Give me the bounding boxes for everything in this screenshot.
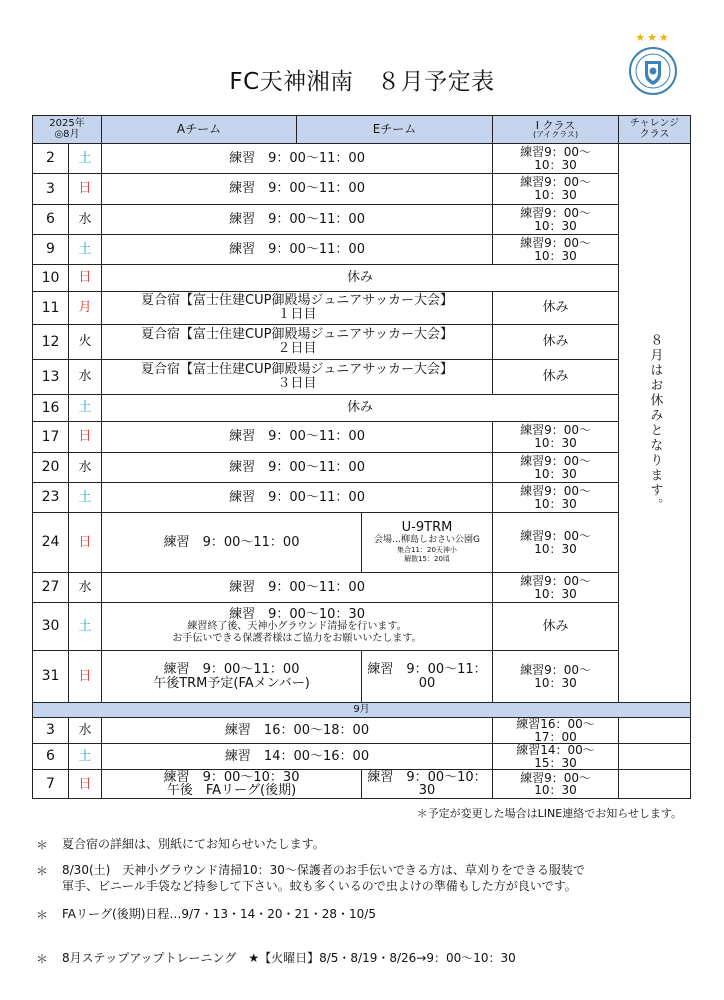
i-class-line: 練習9：00〜 bbox=[520, 144, 591, 159]
camp-cell bbox=[102, 292, 493, 325]
i-class-line: 練習9：00〜 bbox=[520, 662, 591, 677]
header-e-team: Eチーム bbox=[297, 116, 493, 144]
camp-day: ２日目 bbox=[277, 341, 317, 356]
weekday-cell: 水 bbox=[69, 360, 102, 395]
day-cell: 12 bbox=[33, 325, 69, 360]
i-class-cell bbox=[493, 453, 619, 483]
header-challenge-class bbox=[619, 116, 691, 144]
trm-meet: 集合11：20天神小 bbox=[397, 545, 457, 554]
header-month-label: ◎8月 bbox=[54, 128, 80, 140]
team-schedule-cell: 練習 9：00〜11：00 bbox=[102, 573, 493, 603]
header-i-class-sub: (アイクラス) bbox=[532, 130, 579, 140]
day-cell: 3 bbox=[33, 718, 69, 744]
challenge-empty-cell bbox=[619, 770, 691, 799]
i-class-line: 10：30 bbox=[534, 188, 577, 202]
team-schedule-cell: 練習 16：00〜18：00 bbox=[102, 718, 493, 744]
trm-title: U-9TRM bbox=[401, 520, 453, 536]
weekday-cell: 水 bbox=[69, 205, 102, 235]
day-cell: 13 bbox=[33, 360, 69, 395]
cleanup-note: 練習終了後、天神小グラウンド清掃を行います。 bbox=[187, 621, 407, 633]
e-team-cell: 練習 9：00〜10：30 bbox=[362, 770, 493, 799]
team-schedule-cell: 練習 9：00〜11：00 bbox=[102, 235, 493, 265]
i-class-line: 17：00 bbox=[534, 729, 577, 744]
day-cell: 3 bbox=[33, 174, 69, 205]
cleanup-cell bbox=[102, 603, 493, 651]
table-row bbox=[33, 292, 691, 325]
day-cell: 23 bbox=[33, 483, 69, 513]
table-row bbox=[33, 325, 691, 360]
day-cell: 6 bbox=[33, 744, 69, 770]
table-row bbox=[33, 265, 691, 292]
table-row bbox=[33, 770, 691, 799]
table-row bbox=[33, 513, 691, 573]
day-cell: 31 bbox=[33, 651, 69, 703]
table-row bbox=[33, 453, 691, 483]
camp-day: １日目 bbox=[277, 307, 317, 322]
header-month bbox=[33, 116, 102, 144]
i-class-line: 10：30 bbox=[534, 157, 577, 172]
i-class-line: 練習9：00〜 bbox=[520, 453, 591, 468]
weekday-cell: 土 bbox=[69, 235, 102, 265]
rest-day-cell: 休み bbox=[102, 265, 619, 292]
table-row bbox=[33, 718, 691, 744]
trm-venue: 会場…柳島しおさい公園G bbox=[374, 534, 480, 545]
weekday-cell: 水 bbox=[69, 573, 102, 603]
header-challenge-1: チャレンジ bbox=[629, 118, 680, 129]
i-class-cell bbox=[493, 651, 619, 703]
note-mark: ＊ bbox=[36, 952, 49, 966]
header-row bbox=[33, 116, 691, 144]
i-class-cell bbox=[493, 422, 619, 453]
table-row bbox=[33, 651, 691, 703]
i-class-cell bbox=[493, 483, 619, 513]
page-title: FC天神湘南 ８月予定表 bbox=[229, 69, 495, 95]
day-cell: 7 bbox=[33, 770, 69, 799]
weekday-cell: 土 bbox=[69, 144, 102, 174]
i-class-cell bbox=[493, 205, 619, 235]
weekday-cell: 日 bbox=[69, 174, 102, 205]
i-class-line: 10：30 bbox=[534, 586, 577, 601]
challenge-class-note: ８月はお休みとなります。 bbox=[619, 144, 691, 703]
day-cell: 27 bbox=[33, 573, 69, 603]
i-class-line: 練習9：00〜 bbox=[520, 483, 591, 498]
note-text: FAリーグ(後期)日程…9/7・13・14・20・21・28・10/5 bbox=[62, 907, 376, 921]
challenge-empty-cell bbox=[619, 744, 691, 770]
day-cell: 9 bbox=[33, 235, 69, 265]
i-class-line: 10：30 bbox=[534, 436, 577, 450]
day-cell: 30 bbox=[33, 603, 69, 651]
weekday-cell: 水 bbox=[69, 718, 102, 744]
trm-dismiss: 解散15：20頃 bbox=[404, 554, 450, 563]
cleanup-request: お手伝いできる保護者様はご協力をお願いいたします。 bbox=[172, 633, 422, 645]
i-class-cell: 休み bbox=[493, 603, 619, 651]
weekday-cell: 火 bbox=[69, 325, 102, 360]
camp-title: 夏合宿【富士住建CUP御殿場ジュニアサッカー大会】 bbox=[141, 293, 453, 309]
i-class-cell: 休み bbox=[493, 292, 619, 325]
note-mark: ＊ bbox=[36, 864, 49, 878]
weekday-cell: 日 bbox=[69, 770, 102, 799]
a-team-cell bbox=[102, 651, 362, 703]
weekday-cell: 水 bbox=[69, 453, 102, 483]
camp-title: 夏合宿【富士住建CUP御殿場ジュニアサッカー大会】 bbox=[141, 362, 453, 378]
i-class-line: 練習14：00〜 bbox=[516, 743, 595, 758]
table-row bbox=[33, 573, 691, 603]
note-mark: ＊ bbox=[36, 838, 49, 852]
change-notice: ＊予定が変更した場合はLINE連絡でお知らせします。 bbox=[416, 807, 682, 820]
day-cell: 17 bbox=[33, 422, 69, 453]
weekday-cell: 日 bbox=[69, 422, 102, 453]
weekday-cell: 月 bbox=[69, 292, 102, 325]
i-class-cell bbox=[493, 235, 619, 265]
table-row bbox=[33, 205, 691, 235]
i-class-line: 練習9：00〜 bbox=[520, 205, 591, 220]
i-class-line: 練習9：00〜 bbox=[520, 423, 591, 438]
schedule-table bbox=[32, 115, 691, 799]
i-class-cell bbox=[493, 770, 619, 799]
team-schedule-cell: 練習 9：00〜11：00 bbox=[102, 422, 493, 453]
a-team-practice: 練習 9：00〜10：30 bbox=[163, 769, 300, 785]
header-challenge-2: クラス bbox=[639, 128, 670, 140]
note-text: 軍手、ビニール手袋など持参して下さい。蚊も多くいるので虫よけの準備もした方が良いです。 bbox=[62, 879, 577, 893]
i-class-cell bbox=[493, 573, 619, 603]
challenge-empty-cell bbox=[619, 718, 691, 744]
i-class-line: 練習9：00〜 bbox=[520, 175, 591, 190]
day-cell: 24 bbox=[33, 513, 69, 573]
i-class-line: 練習9：00〜 bbox=[520, 235, 591, 250]
table-row bbox=[33, 744, 691, 770]
e-team-cell: 練習 9：00〜11：00 bbox=[362, 651, 493, 703]
weekday-cell: 日 bbox=[69, 265, 102, 292]
camp-cell bbox=[102, 360, 493, 395]
note-mark: ＊ bbox=[36, 908, 49, 922]
team-schedule-cell: 練習 9：00〜11：00 bbox=[102, 453, 493, 483]
table-row bbox=[33, 235, 691, 265]
emblem-stars: ★★★ bbox=[635, 31, 671, 44]
i-class-cell bbox=[493, 513, 619, 573]
i-class-line: 10：30 bbox=[534, 541, 577, 556]
header-i-class bbox=[493, 116, 619, 144]
team-schedule-cell: 練習 9：00〜11：00 bbox=[102, 144, 493, 174]
i-class-cell bbox=[493, 744, 619, 770]
day-cell: 10 bbox=[33, 265, 69, 292]
a-team-cell bbox=[102, 770, 362, 799]
a-team-practice: 練習 9：00〜11：00 bbox=[163, 661, 300, 677]
note-text: 8/30(土) 天神小グラウンド清掃10：30〜保護者のお手伝いできる方は、草刈りをできる服装で bbox=[62, 863, 585, 877]
a-team-cell: 練習 9：00〜11：00 bbox=[102, 513, 362, 573]
i-class-line: 10：30 bbox=[534, 248, 577, 263]
day-cell: 20 bbox=[33, 453, 69, 483]
table-row bbox=[33, 483, 691, 513]
i-class-line: 10：30 bbox=[534, 783, 577, 798]
i-class-line: 練習9：00〜 bbox=[520, 528, 591, 543]
team-schedule-cell: 練習 9：00〜11：00 bbox=[102, 174, 493, 205]
team-schedule-cell: 練習 9：00〜11：00 bbox=[102, 483, 493, 513]
camp-cell bbox=[102, 325, 493, 360]
i-class-line: 練習9：00〜 bbox=[520, 573, 591, 588]
table-row bbox=[33, 144, 691, 174]
club-emblem bbox=[626, 32, 680, 104]
september-separator bbox=[33, 703, 691, 718]
camp-day: ３日目 bbox=[277, 376, 317, 391]
rest-day-cell: 休み bbox=[102, 395, 619, 422]
club-crest-icon bbox=[628, 46, 678, 96]
header-year-label: 2025年 bbox=[49, 118, 85, 129]
i-class-line: 15：30 bbox=[534, 755, 577, 770]
a-team-afternoon: 午後TRM予定(FAメンバー) bbox=[153, 675, 310, 691]
cleanup-practice: 練習 9：00〜10：30 bbox=[229, 606, 365, 622]
table-row bbox=[33, 174, 691, 205]
i-class-cell: 休み bbox=[493, 360, 619, 395]
i-class-line: 練習9：00〜 bbox=[520, 770, 591, 785]
team-schedule-cell: 練習 14：00〜16：00 bbox=[102, 744, 493, 770]
table-row bbox=[33, 422, 691, 453]
header-i-class-label: I クラス bbox=[535, 118, 576, 132]
i-class-line: 10：30 bbox=[534, 496, 577, 511]
e-team-trm-cell bbox=[362, 513, 493, 573]
weekday-cell: 土 bbox=[69, 744, 102, 770]
note-text: 8月ステップアップトレーニング ★【火曜日】8/5・8/19・8/26→9：00〜10：30 bbox=[62, 951, 516, 965]
note-text: 夏合宿の詳細は、別紙にてお知らせいたします。 bbox=[62, 837, 325, 851]
day-cell: 11 bbox=[33, 292, 69, 325]
i-class-line: 10：30 bbox=[534, 466, 577, 481]
team-schedule-cell: 練習 9：00〜11：00 bbox=[102, 205, 493, 235]
table-row bbox=[33, 360, 691, 395]
i-class-cell bbox=[493, 718, 619, 744]
camp-title: 夏合宿【富士住建CUP御殿場ジュニアサッカー大会】 bbox=[141, 327, 453, 343]
header-a-team: Aチーム bbox=[102, 116, 297, 144]
i-class-line: 10：30 bbox=[534, 218, 577, 233]
weekday-cell: 日 bbox=[69, 651, 102, 703]
weekday-cell: 土 bbox=[69, 395, 102, 422]
i-class-cell bbox=[493, 174, 619, 205]
a-team-afternoon: 午後 FAリーグ(後期) bbox=[166, 783, 297, 799]
i-class-line: 練習16：00〜 bbox=[516, 717, 595, 731]
september-label: 9月 bbox=[33, 703, 691, 718]
table-row bbox=[33, 603, 691, 651]
i-class-cell bbox=[493, 144, 619, 174]
weekday-cell: 日 bbox=[69, 513, 102, 573]
weekday-cell: 土 bbox=[69, 483, 102, 513]
table-row bbox=[33, 395, 691, 422]
weekday-cell: 土 bbox=[69, 603, 102, 651]
day-cell: 16 bbox=[33, 395, 69, 422]
day-cell: 6 bbox=[33, 205, 69, 235]
day-cell: 2 bbox=[33, 144, 69, 174]
i-class-cell: 休み bbox=[493, 325, 619, 360]
i-class-line: 10：30 bbox=[534, 675, 577, 690]
